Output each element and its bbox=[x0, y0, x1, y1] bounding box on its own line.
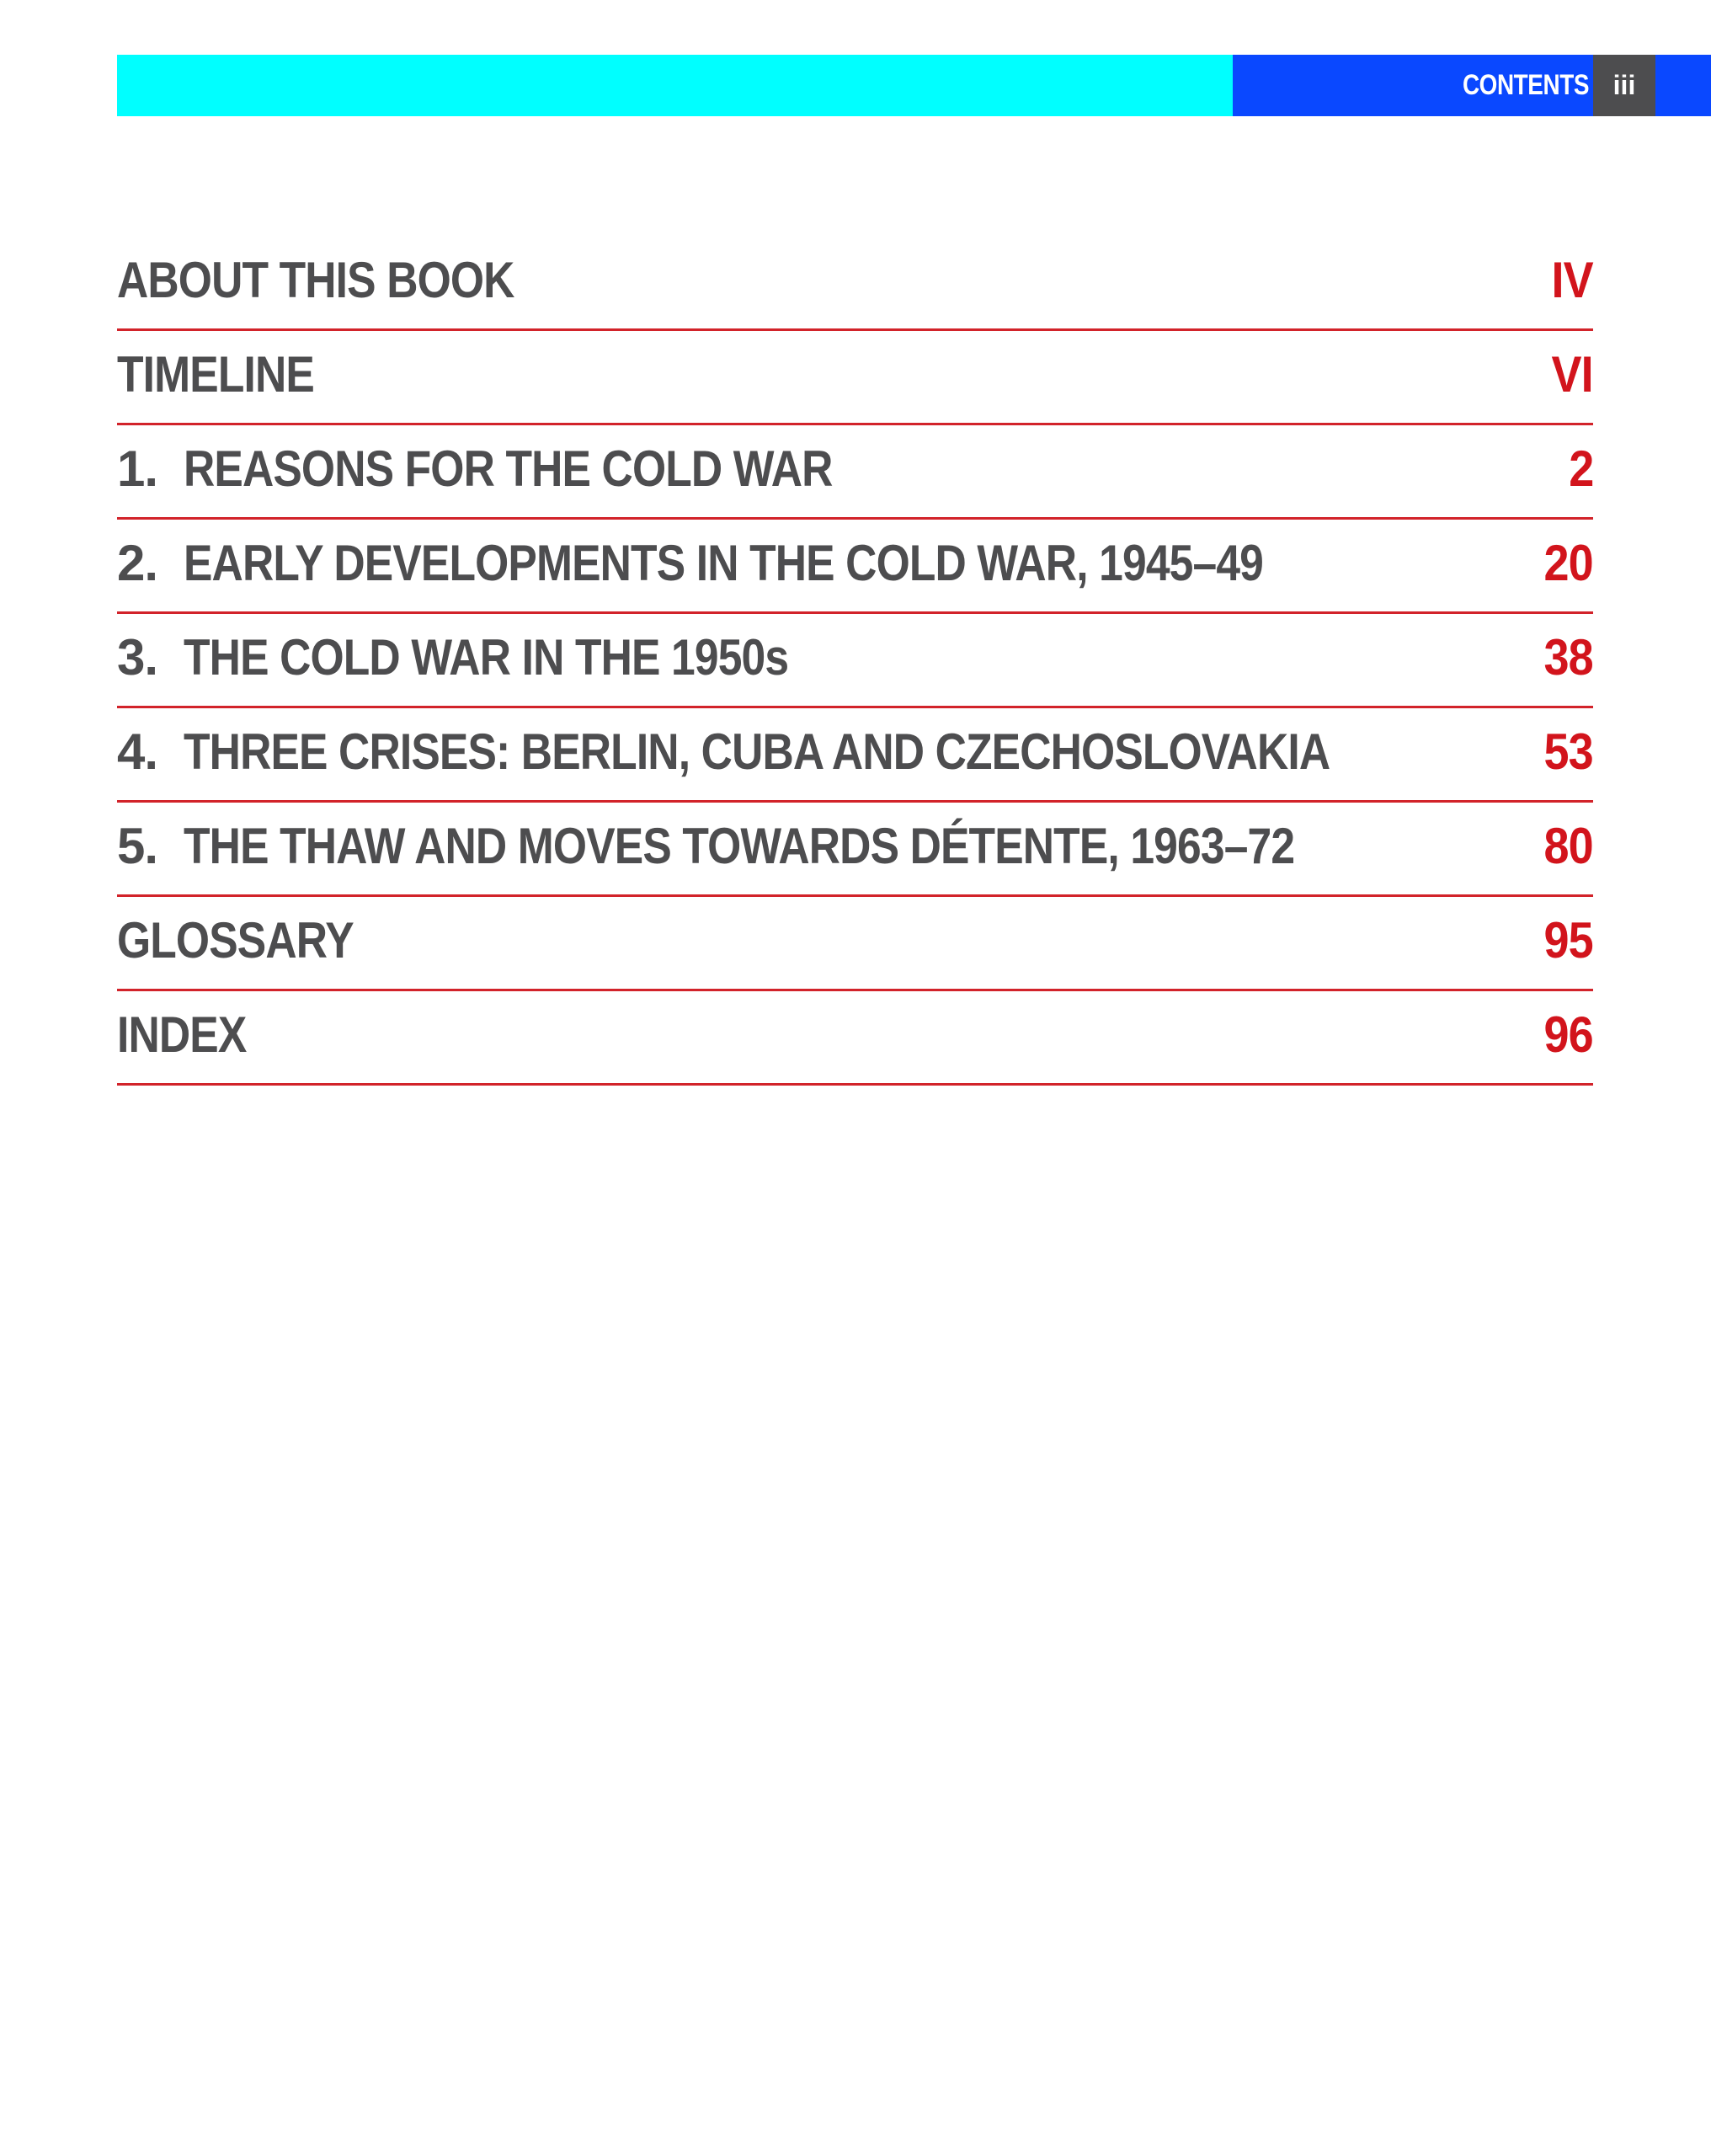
toc-entry-title: ABOUT THIS BOOK bbox=[117, 252, 514, 308]
toc-entry-page: 2 bbox=[1568, 440, 1593, 497]
toc-entry-title: INDEX bbox=[117, 1006, 247, 1063]
toc-entry-number: 2. bbox=[117, 535, 158, 591]
toc-entry-title: TIMELINE bbox=[117, 346, 314, 403]
toc-entry-page: 38 bbox=[1543, 629, 1593, 686]
toc-entry-page: 96 bbox=[1543, 1006, 1593, 1063]
toc-entry-title: THE THAW AND MOVES TOWARDS DÉTENTE, 1963–72 bbox=[184, 818, 1295, 874]
toc-entry-page: 20 bbox=[1543, 535, 1593, 591]
toc-entry-title: REASONS FOR THE COLD WAR bbox=[184, 440, 833, 497]
toc-entry-number: 4. bbox=[117, 723, 158, 780]
toc-entry-page: 95 bbox=[1543, 912, 1593, 969]
toc-entry-number: 5. bbox=[117, 818, 158, 874]
toc-entry-page: 80 bbox=[1543, 818, 1593, 874]
toc-entry-title: EARLY DEVELOPMENTS IN THE COLD WAR, 1945–49 bbox=[184, 535, 1264, 591]
table-of-contents bbox=[117, 232, 1593, 1086]
toc-entry-timeline[interactable] bbox=[117, 331, 1593, 425]
toc-entry-number: 3. bbox=[117, 629, 158, 686]
header-section-label: CONTENTS bbox=[1462, 69, 1589, 101]
toc-entry-index[interactable] bbox=[117, 991, 1593, 1086]
toc-entry-title: THE COLD WAR IN THE 1950s bbox=[184, 629, 789, 686]
toc-entry-about[interactable] bbox=[117, 232, 1593, 331]
toc-entry-chapter-1[interactable] bbox=[117, 425, 1593, 520]
header-page-number: iii bbox=[1593, 55, 1655, 116]
toc-entry-page: 53 bbox=[1543, 723, 1593, 780]
toc-entry-page: VI bbox=[1551, 346, 1593, 403]
toc-entry-chapter-2[interactable] bbox=[117, 520, 1593, 614]
running-header bbox=[117, 55, 1711, 116]
toc-entry-chapter-3[interactable] bbox=[117, 614, 1593, 708]
toc-entry-chapter-5[interactable] bbox=[117, 803, 1593, 897]
toc-entry-title: THREE CRISES: BERLIN, CUBA AND CZECHOSLOVAKIA bbox=[184, 723, 1330, 780]
toc-entry-chapter-4[interactable] bbox=[117, 708, 1593, 803]
toc-entry-glossary[interactable] bbox=[117, 897, 1593, 991]
toc-entry-number: 1. bbox=[117, 440, 158, 497]
header-cyan-band bbox=[117, 55, 1233, 116]
toc-entry-page: IV bbox=[1551, 252, 1593, 308]
header-blue-band bbox=[1233, 55, 1711, 116]
toc-entry-title: GLOSSARY bbox=[117, 912, 354, 969]
